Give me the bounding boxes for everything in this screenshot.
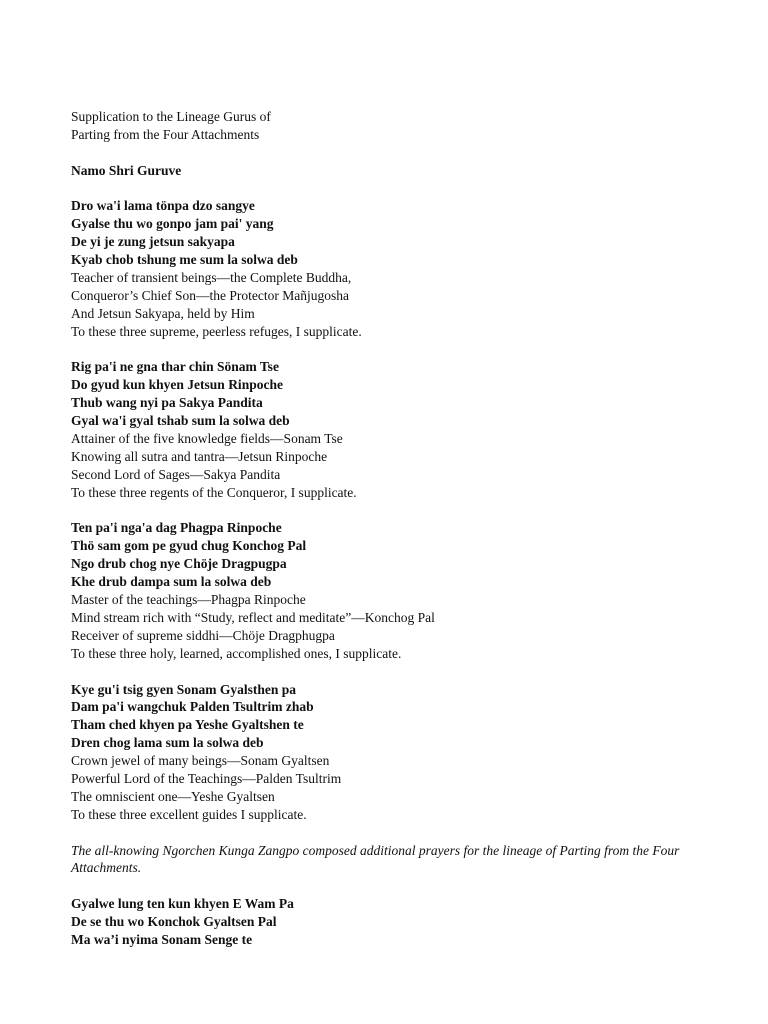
verse-4-english-line: The omniscient one—Yeshe Gyaltsen (71, 788, 275, 804)
verse-1-english-line: To these three supreme, peerless refuges, I supplicate. (71, 323, 362, 339)
verse-3-english-line: To these three holy, learned, accomplished ones, I supplicate. (71, 645, 402, 661)
verse-4-tibetan-line: Tham ched khyen pa Yeshe Gyaltshen te (71, 717, 304, 733)
verse-1-english-line: And Jetsun Sakyapa, held by Him (71, 305, 255, 321)
verse-2-tibetan-line: Do gyud kun khyen Jetsun Rinpoche (71, 377, 283, 393)
verse-2 (71, 358, 731, 501)
verse-4-english-line: Powerful Lord of the Teachings—Palden Tsultrim (71, 770, 342, 786)
verse-2-english-line: Attainer of the five knowledge fields—Sonam Tse (71, 431, 343, 447)
verse-2-english-line: To these three regents of the Conqueror, I supplicate. (71, 484, 357, 500)
final-verse-line: Gyalwe lung ten kun khyen E Wam Pa (71, 896, 294, 912)
verse-3-tibetan-line: Ngo drub chog nye Chöje Dragpugpa (71, 556, 287, 572)
italic-note: The all-knowing Ngorchen Kunga Zangpo composed additional prayers for the lineage of Parting from the Four Attachments. (71, 842, 680, 876)
verse-3-tibetan-line: Khe drub dampa sum la solwa deb (71, 574, 272, 590)
verse-3-english-line: Master of the teachings—Phagpa Rinpoche (71, 592, 306, 608)
verse-3-english-line: Mind stream rich with “Study, reflect and meditate”—Konchog Pal (71, 609, 435, 625)
verse-1-tibetan-line: De yi je zung jetsun sakyapa (71, 234, 235, 250)
title-line-1: Supplication to the Lineage Gurus of (71, 109, 271, 124)
verse-1-english-line: Conqueror’s Chief Son—the Protector Mañjugosha (71, 287, 349, 303)
verse-1 (71, 197, 731, 340)
verse-3 (71, 519, 731, 662)
verse-4-english-line: To these three excellent guides I supplicate. (71, 806, 307, 822)
verse-3-tibetan-line: Thö sam gom pe gyud chug Konchog Pal (71, 538, 307, 554)
final-verse-line: De se thu wo Konchok Gyaltsen Pal (71, 914, 277, 930)
verse-2-english-line: Second Lord of Sages—Sakya Pandita (71, 466, 281, 482)
invocation: Namo Shri Guruve (71, 162, 182, 178)
verse-4 (71, 681, 731, 824)
verse-1-english-line: Teacher of transient beings—the Complete Buddha, (71, 270, 352, 286)
verse-3-tibetan-line: Ten pa'i nga'a dag Phagpa Rinpoche (71, 520, 282, 536)
verse-2-tibetan-line: Thub wang nyi pa Sakya Pandita (71, 395, 263, 411)
verse-1-tibetan-line: Kyab chob tshung me sum la solwa deb (71, 252, 298, 268)
verse-4-tibetan-line: Dren chog lama sum la solwa deb (71, 735, 264, 751)
verse-2-tibetan-line: Rig pa'i ne gna thar chin Sönam Tse (71, 359, 279, 375)
verse-2-english-line: Knowing all sutra and tantra—Jetsun Rinpoche (71, 448, 328, 464)
verse-4-tibetan-line: Dam pa'i wangchuk Palden Tsultrim zhab (71, 699, 314, 715)
verse-4-tibetan-line: Kye gu'i tsig gyen Sonam Gyalsthen pa (71, 681, 297, 697)
title-line-2: Parting from the Four Attachments (71, 126, 260, 142)
final-verse (71, 895, 731, 949)
document-page (71, 108, 731, 949)
verse-1-tibetan-line: Dro wa'i lama tönpa dzo sangye (71, 198, 255, 214)
verse-1-tibetan-line: Gyalse thu wo gonpo jam pai' yang (71, 216, 274, 232)
verse-4-english-line: Crown jewel of many beings—Sonam Gyaltsen (71, 753, 330, 769)
final-verse-line: Ma wa’i nyima Sonam Senge te (71, 932, 253, 947)
verse-3-english-line: Receiver of supreme siddhi—Chöje Dragphugpa (71, 627, 335, 643)
verse-2-tibetan-line: Gyal wa'i gyal tshab sum la solwa deb (71, 413, 290, 429)
